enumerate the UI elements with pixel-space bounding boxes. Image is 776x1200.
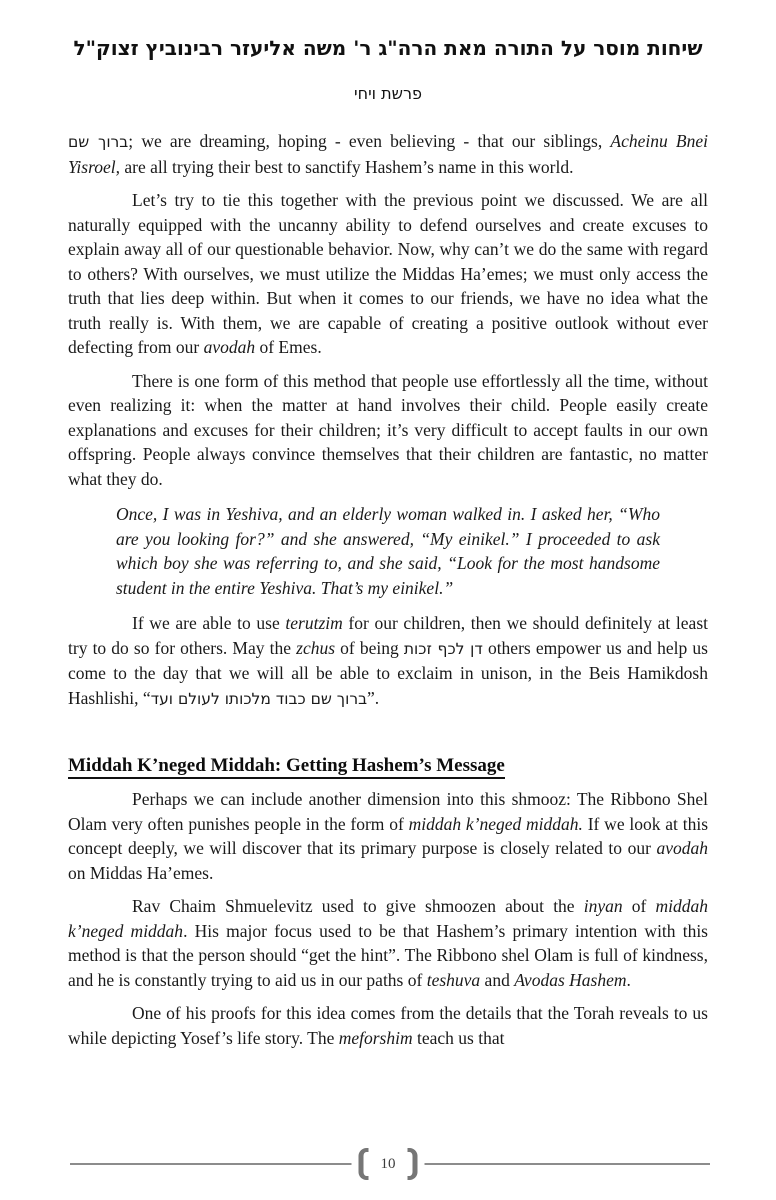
body-text: are all trying their best to sanctify Hashem’s name in this world. — [120, 156, 574, 177]
section-heading — [68, 755, 708, 777]
italic-text: avodah — [656, 838, 708, 858]
body-text: teach us that — [412, 1027, 505, 1048]
body-text: One of his proofs for this idea comes from the details that the Torah reveals to us while depicting Yosef’s life story. The — [68, 1003, 708, 1048]
body-text: others empower us and help us come to the day that we will all be able to exclaim in unison, in the Beis Hamikdosh Hashlishi, “ — [68, 637, 708, 708]
body-text: ; we are dreaming, hoping - even believing - that our siblings, — [128, 131, 611, 151]
italic-text: meforshim — [338, 1027, 413, 1048]
right-bracket-icon — [408, 1148, 418, 1180]
body-text: If we look at this concept deeply, we will discover that its primary purpose is closely related to our — [68, 813, 708, 858]
body-text: of being — [335, 637, 404, 658]
body-text: Perhaps we can include another dimension into this shmooz: The Ribbono Shel Olam very often punishes people in the form of — [68, 789, 708, 834]
body-text: There is one form of this method that people use effortlessly all the time, without even realizing it: when the matter at hand involves their child. People easily create explanations and excuses for their children; it’s very difficult to accept faults in our own offspring. People always convince themselves that their children are fantastic, no matter what they do. — [68, 370, 708, 489]
block-quote — [68, 502, 708, 600]
italic-text: Acheinu Bnei Yisroel, — [68, 131, 708, 177]
body-text: Let’s try to tie this together with the previous point we discussed. We are all naturally equipped with the uncanny ability to defend ourselves and create excuses to explain away all of our questionable behavior. Now, why can’t we do the same with regard to others? With ourselves, we must utilize the Middas Ha’emes; we must only access the truth that lies deep within. But when it comes to our friends, we have no idea what the truth really is. With them, we are capable of creating a positive outlook without ever defecting from our — [68, 190, 708, 357]
body-text: . — [626, 969, 631, 990]
page-footer — [0, 1143, 776, 1185]
paragraph — [68, 188, 708, 360]
body-text: of Emes. — [255, 337, 322, 357]
hebrew-text: דן לכף זכות — [403, 639, 483, 658]
parsha-subtitle-hebrew: פרשת ויחי — [354, 84, 422, 103]
page-number: 10 — [380, 1155, 396, 1172]
paragraph — [68, 894, 708, 992]
section-heading-text: Middah K’neged Middah: Getting Hashem’s Message — [68, 755, 505, 779]
italic-text: terutzim — [285, 613, 343, 633]
document-title-hebrew: שיחות מוסר על התורה מאת הרה"ג ר' משה אליעזר רבינוביץ זצוק"ל — [73, 36, 703, 60]
hebrew-text: ברוך שם כבוד מלכותו לעולם ועד — [150, 689, 368, 708]
paragraph — [68, 369, 708, 492]
page-number-ornament — [352, 1143, 425, 1185]
paragraph — [68, 1001, 708, 1050]
body-text: . His major focus used to be that Hashem’s primary intention with this method is that the person should “get the hint”. The Ribbono shel Olam is full of kindness, and he is constantly trying to aid us in our paths of — [68, 920, 708, 990]
body-text: Rav Chaim Shmuelevitz used to give shmoozen about the — [132, 896, 584, 916]
italic-text: zchus — [296, 637, 336, 658]
paragraph — [68, 129, 708, 179]
paragraph — [68, 611, 708, 711]
italic-text: middah k’neged middah — [68, 896, 709, 941]
left-bracket-icon — [359, 1148, 369, 1180]
body-text: of — [622, 896, 656, 916]
body-text: on Middas Ha’emes. — [68, 862, 214, 883]
body-text: If we are able to use — [132, 613, 286, 633]
body-text: for our children, then we should definitely at least try to do so for others. May the — [68, 613, 708, 658]
document-body — [68, 129, 708, 1050]
italic-text: avodah — [203, 337, 256, 357]
italic-text: inyan — [583, 896, 623, 916]
italic-text: Avodas Hashem — [514, 969, 627, 990]
body-text: ”. — [367, 687, 380, 708]
italic-text: teshuva — [426, 969, 481, 990]
paragraph — [68, 787, 708, 885]
body-text: and — [480, 969, 515, 990]
italic-text: middah k’neged middah. — [408, 813, 583, 834]
italic-text: Once, I was in Yeshiva, and an elderly woman walked in. I asked her, “Who are you looking for?” and she answered, “My einikel.” I proceeded to ask which boy she was referring to, and she said, “Look for the most handsome student in the entire Yeshiva. That’s my einikel.” — [116, 504, 660, 598]
hebrew-text: ברוך שם — [68, 133, 129, 151]
